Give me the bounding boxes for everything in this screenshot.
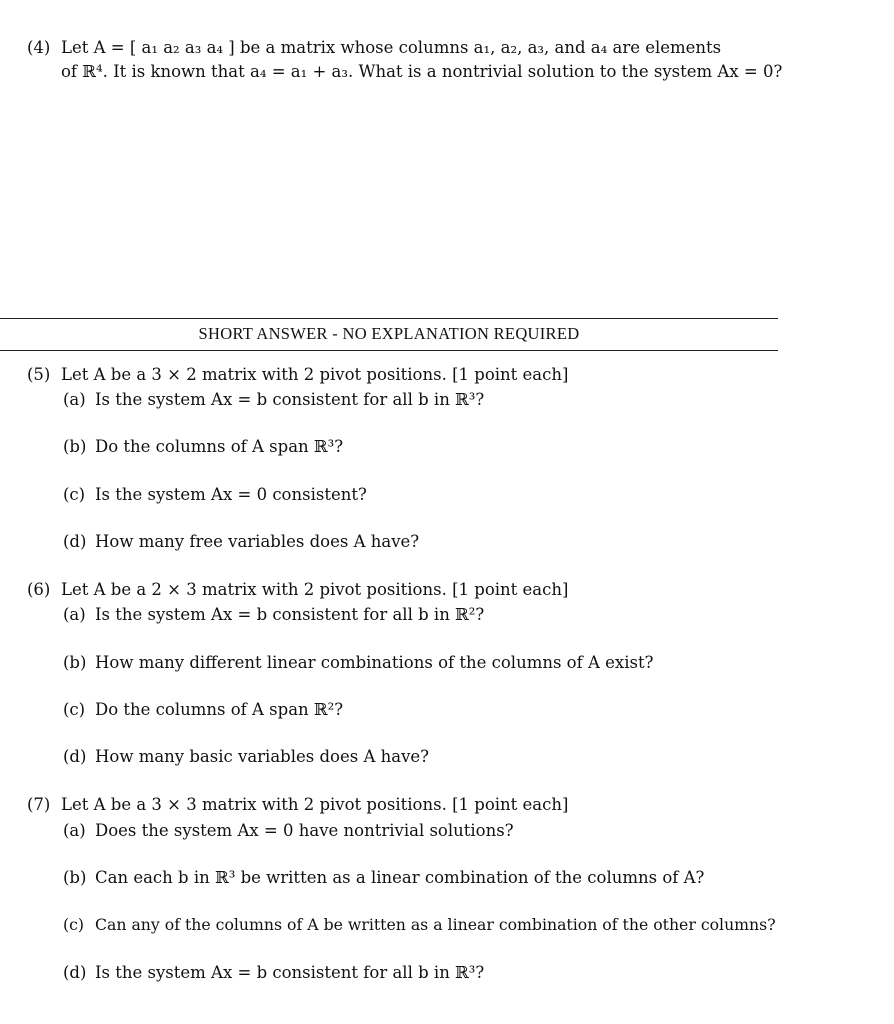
q7-part-a <box>63 821 514 841</box>
q7-stem-text: Let A be a 3 × 3 matrix with 2 pivot positions. [1 point each] <box>61 795 569 814</box>
q7-stem <box>27 795 568 815</box>
q7-part-c <box>63 915 776 935</box>
q5-stem-text: Let A be a 3 × 2 matrix with 2 pivot positions. [1 point each] <box>61 365 569 384</box>
part-text: Is the system Ax = b consistent for all b in ℝ²? <box>95 605 485 624</box>
q6-stem-text: Let A be a 2 × 3 matrix with 2 pivot positions. [1 point each] <box>61 580 569 599</box>
q7-number: (7) <box>27 795 51 814</box>
part-label: (c) <box>63 485 86 504</box>
part-label: (d) <box>63 747 87 766</box>
part-label: (a) <box>63 390 86 409</box>
q5-part-c <box>63 485 367 505</box>
part-label: (a) <box>63 605 86 624</box>
q4-line-1 <box>27 38 721 58</box>
q6-part-a <box>63 605 484 625</box>
part-text: Is the system Ax = 0 consistent? <box>95 485 367 504</box>
part-text: How many basic variables does A have? <box>95 747 430 766</box>
q6-part-c <box>63 700 343 720</box>
part-text: Can each b in ℝ³ be written as a linear combination of the columns of A? <box>95 868 705 887</box>
part-text: Is the system Ax = b consistent for all b in ℝ³? <box>95 963 485 982</box>
section-header: SHORT ANSWER - NO EXPLANATION REQUIRED <box>198 324 580 343</box>
part-text: Does the system Ax = 0 have nontrivial solutions? <box>95 821 514 840</box>
part-text: How many free variables does A have? <box>95 532 420 551</box>
q6-stem <box>27 580 568 600</box>
part-label: (d) <box>63 532 87 551</box>
part-text: How many different linear combinations of the columns of A exist? <box>95 653 654 672</box>
q7-part-b <box>63 868 704 888</box>
part-label: (b) <box>63 868 87 887</box>
q5-number: (5) <box>27 365 51 384</box>
part-text: Do the columns of A span ℝ³? <box>95 437 344 456</box>
q5-part-d <box>63 532 419 552</box>
part-label: (a) <box>63 821 86 840</box>
q4-number: (4) <box>27 38 51 57</box>
part-label: (c) <box>63 915 85 934</box>
header-bottom-rule <box>0 350 778 351</box>
q6-part-b <box>63 653 653 673</box>
q4-line-2: of ℝ⁴. It is known that a₄ = a₁ + a₃. What is a nontrivial solution to the system Ax = 0? <box>61 62 783 81</box>
part-label: (c) <box>63 700 86 719</box>
part-text: Is the system Ax = b consistent for all b in ℝ³? <box>95 390 485 409</box>
header-top-rule <box>0 318 778 319</box>
part-label: (d) <box>63 963 87 982</box>
part-text: Do the columns of A span ℝ²? <box>95 700 344 719</box>
part-label: (b) <box>63 653 87 672</box>
part-label: (b) <box>63 437 87 456</box>
q6-number: (6) <box>27 580 51 599</box>
part-text: Can any of the columns of A be written as a linear combination of the other columns? <box>95 915 776 934</box>
q5-part-b <box>63 437 343 457</box>
q5-stem <box>27 365 568 385</box>
q6-part-d <box>63 747 429 767</box>
q4-text-1: Let A = [ a₁ a₂ a₃ a₄ ] be a matrix whose columns a₁, a₂, a₃, and a₄ are elements <box>61 38 722 57</box>
q5-part-a <box>63 390 484 410</box>
q7-part-d <box>63 963 484 983</box>
